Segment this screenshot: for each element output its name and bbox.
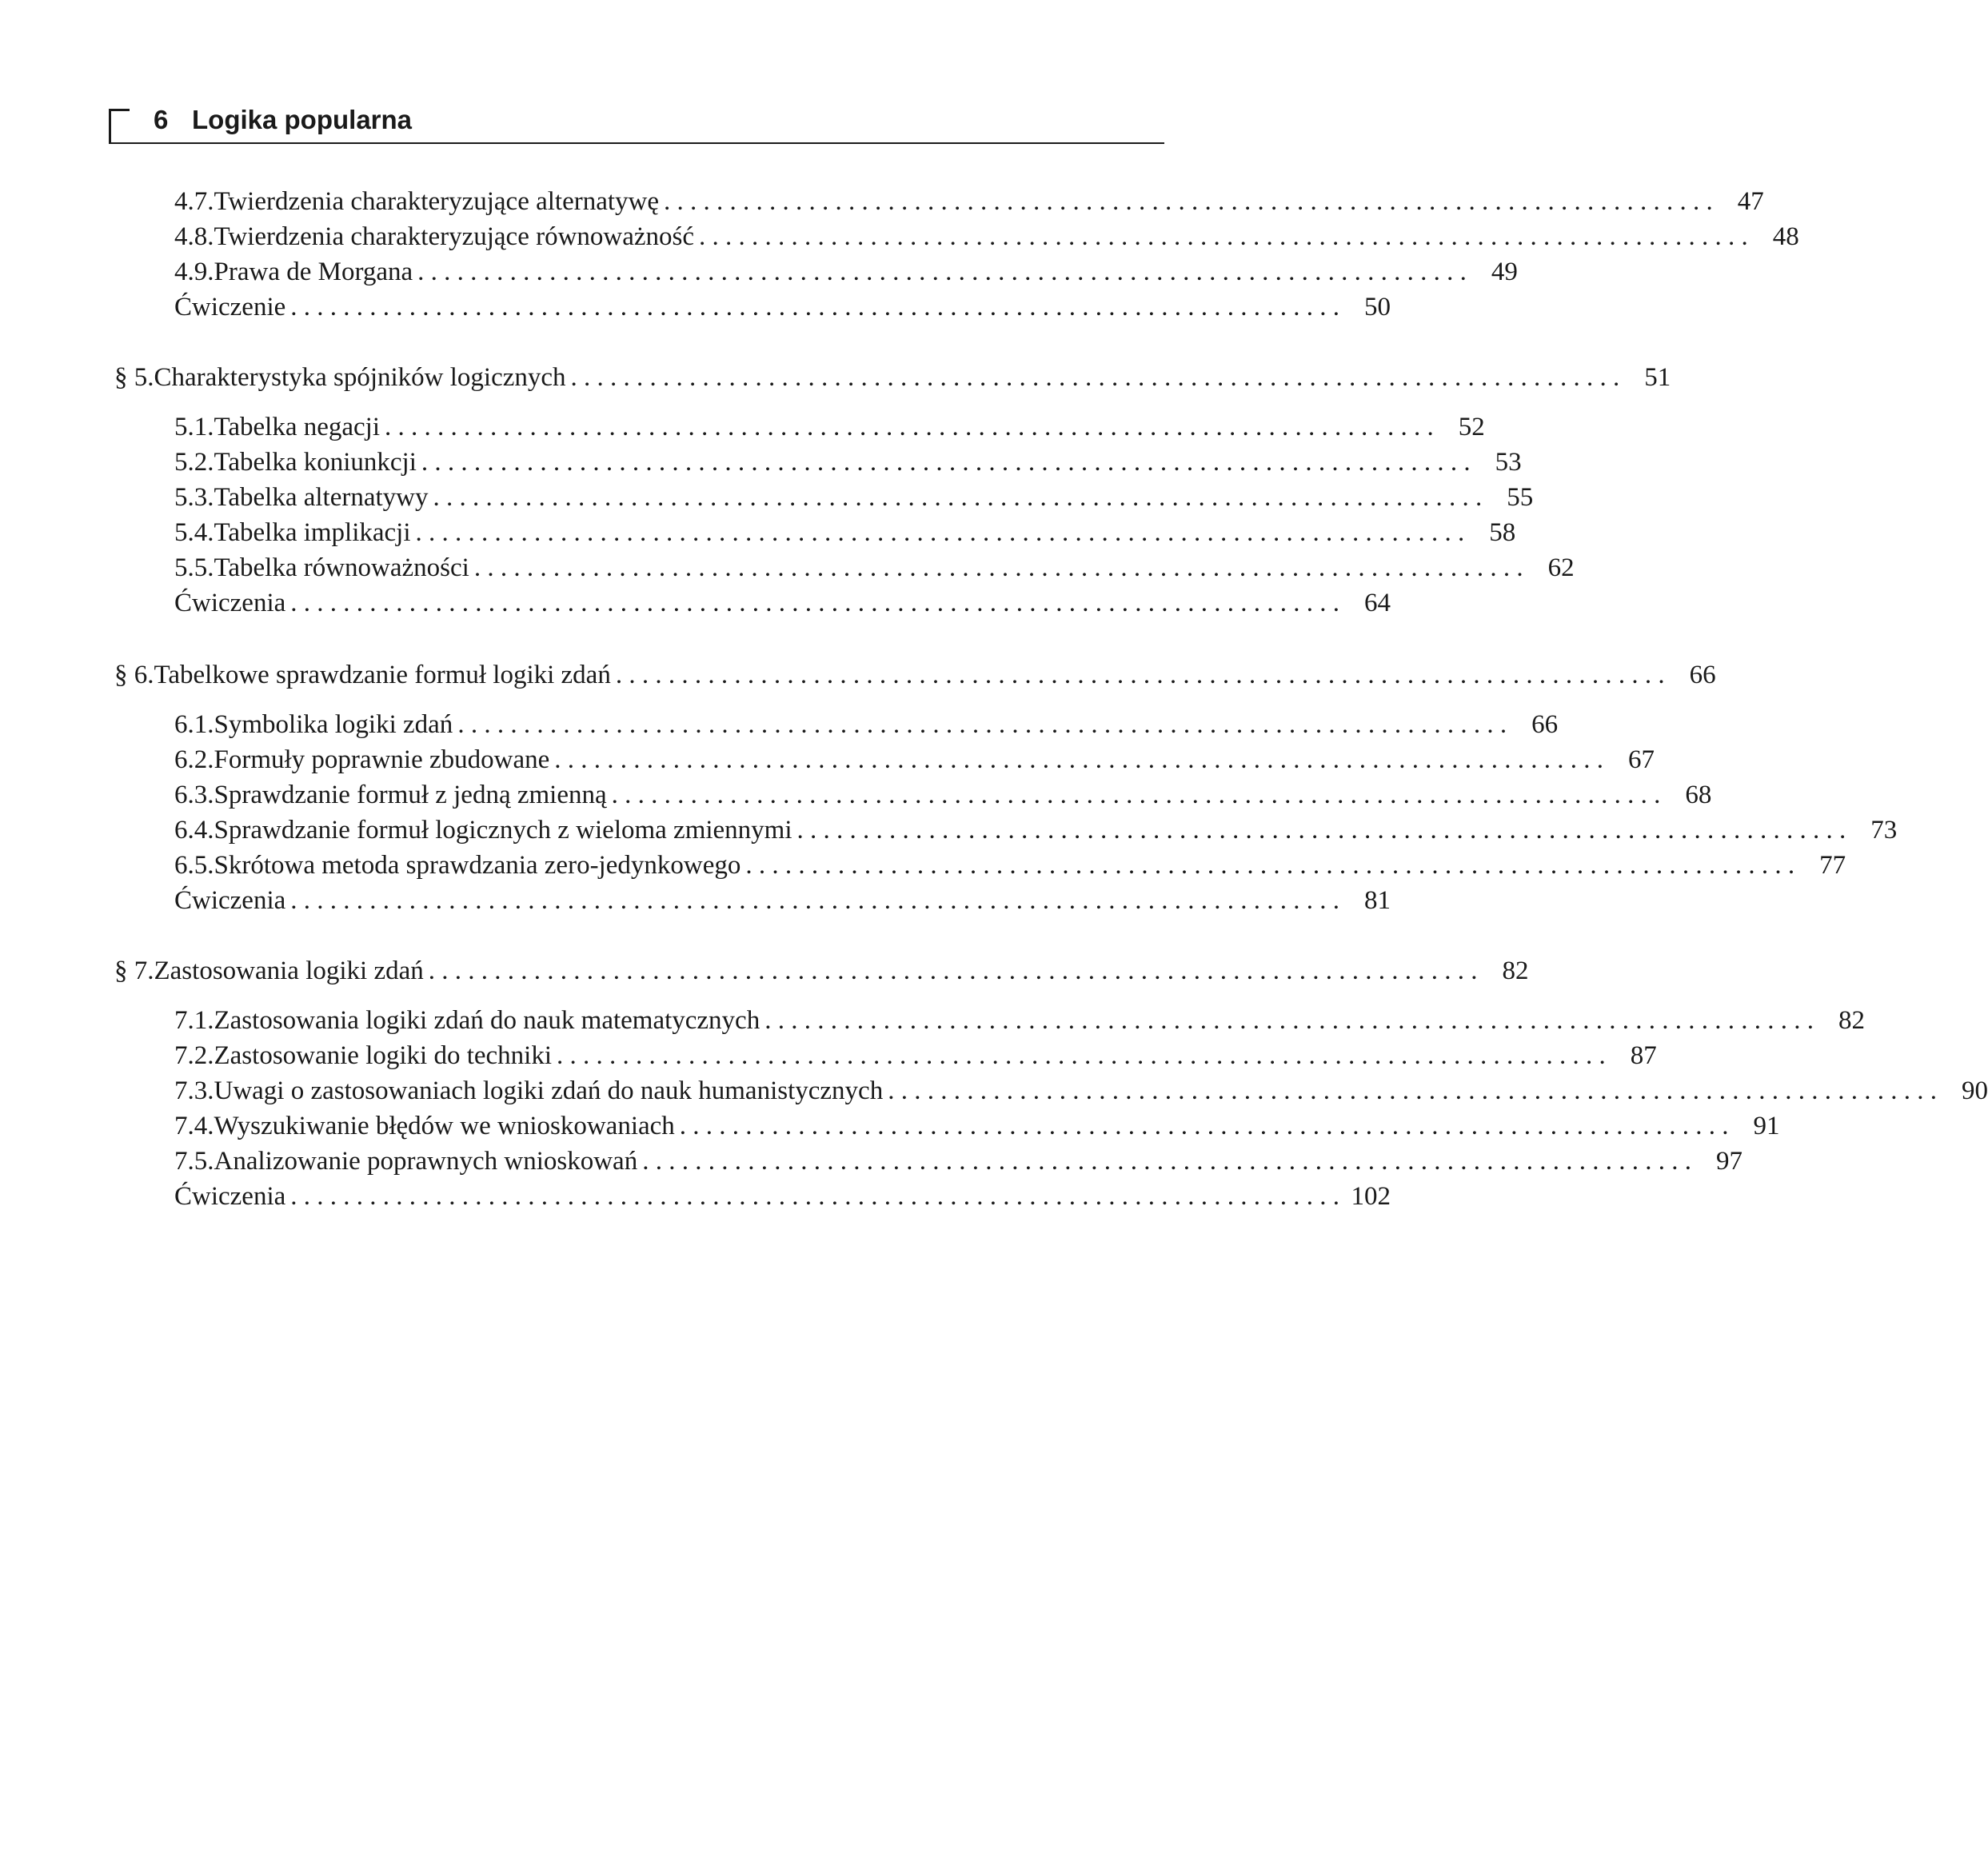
toc-entry-title: Tabelka równoważności [214, 553, 469, 582]
dot-leader: . . . . . . . . . . . . . . . . . . . . . . . . . . . . . . . . . . . . . . . . . . . . . . . . . . . . . . . . . . . . . . . . . . . . . . . . . . . . . . . . [290, 886, 1340, 915]
toc-entry-page: 49 [1491, 258, 1518, 286]
dot-leader: . . . . . . . . . . . . . . . . . . . . . . . . . . . . . . . . . . . . . . . . . . . . . . . . . . . . . . . . . . . . . . . . . . . . . . . . . . . . . . . . [433, 483, 1483, 512]
toc-entry-row [174, 515, 1516, 550]
header-corner-mark [109, 109, 111, 144]
toc-entry-title: Ćwiczenia [174, 589, 286, 617]
toc-entry-row [174, 254, 1518, 290]
dot-leader: . . . . . . . . . . . . . . . . . . . . . . . . . . . . . . . . . . . . . . . . . . . . . . . . . . . . . . . . . . . . . . . . . . . . . . . . . . . . . . . . [290, 1182, 1340, 1211]
toc-entry-page: 64 [1364, 589, 1391, 617]
toc-entry-title: Zastosowanie logiki do techniki [214, 1041, 553, 1070]
toc-entry-title: Wyszukiwanie błędów we wnioskowaniach [214, 1112, 675, 1140]
toc-entry-page: 81 [1364, 886, 1391, 915]
dot-leader: . . . . . . . . . . . . . . . . . . . . . . . . . . . . . . . . . . . . . . . . . . . . . . . . . . . . . . . . . . . . . . . . . . . . . . . . . . . . . . . . [290, 293, 1340, 321]
toc-entry-title: Formuły poprawnie zbudowane [214, 745, 550, 774]
dot-leader: . . . . . . . . . . . . . . . . . . . . . . . . . . . . . . . . . . . . . . . . . . . . . . . . . . . . . . . . . . . . . . . . . . . . . . . . . . . . . . . . [415, 518, 1465, 547]
toc-entry-row [174, 480, 1534, 515]
toc-entry-page: 87 [1630, 1041, 1657, 1070]
toc-entry-row [174, 777, 1712, 813]
toc-entry-number: 4.7. [174, 187, 214, 216]
toc-entry-row [174, 585, 1391, 621]
toc-entry-title: Tabelka implikacji [214, 518, 411, 547]
dot-leader: . . . . . . . . . . . . . . . . . . . . . . . . . . . . . . . . . . . . . . . . . . . . . . . . . . . . . . . . . . . . . . . . . . . . . . . . . . . . . . . . [615, 661, 1665, 689]
toc-entry-title: Sprawdzanie formuł z jedną zmienną [214, 781, 607, 809]
toc-entry-number: 4.8. [174, 222, 214, 251]
toc-entry-title: Charakterystyka spójników logicznych [154, 363, 566, 392]
toc-entry-number: § 5. [114, 363, 154, 392]
toc-entry-number: 6.5. [174, 851, 214, 880]
toc-entry-title: Tabelkowe sprawdzanie formuł logiki zdań [154, 661, 611, 689]
toc-entry-number: 6.3. [174, 781, 214, 809]
header-corner-mark-top [109, 109, 130, 111]
toc-entry-row [174, 290, 1391, 325]
toc-entry-row [174, 184, 1764, 219]
toc-entry-page: 68 [1685, 781, 1712, 809]
toc-entry-number: 5.4. [174, 518, 214, 547]
toc-entry-number: 6.4. [174, 816, 214, 845]
toc-entry-page: 50 [1364, 293, 1391, 321]
toc-entry-number: 7.3. [174, 1076, 214, 1105]
toc-entry-number: 5.2. [174, 448, 214, 477]
dot-leader: . . . . . . . . . . . . . . . . . . . . . . . . . . . . . . . . . . . . . . . . . . . . . . . . . . . . . . . . . . . . . . . . . . . . . . . . . . . . . . . . [745, 851, 1795, 880]
toc-entry-number: 4.9. [174, 258, 214, 286]
toc-entry-row [174, 848, 1846, 883]
toc-entry-title: Prawa de Morgana [214, 258, 413, 286]
dot-leader: . . . . . . . . . . . . . . . . . . . . . . . . . . . . . . . . . . . . . . . . . . . . . . . . . . . . . . . . . . . . . . . . . . . . . . . . . . . . . . . . [557, 1041, 1606, 1070]
toc-entry-title: Skrótowa metoda sprawdzania zero-jedynkowego [214, 851, 741, 880]
toc-entry-row [174, 1038, 1657, 1073]
dot-leader: . . . . . . . . . . . . . . . . . . . . . . . . . . . . . . . . . . . . . . . . . . . . . . . . . . . . . . . . . . . . . . . . . . . . . . . . . . . . . . . . [764, 1006, 1814, 1035]
toc-entry-number: 7.2. [174, 1041, 214, 1070]
toc-section-row [114, 360, 1671, 395]
toc-entry-row [174, 445, 1522, 480]
toc-entry-page: 102 [1351, 1182, 1391, 1211]
toc-entry-page: 47 [1737, 187, 1764, 216]
toc-entry-title: Zastosowania logiki zdań do nauk matematycznych [214, 1006, 760, 1035]
toc-entry-number: 5.1. [174, 413, 214, 441]
toc-entry-row [174, 1073, 1988, 1108]
toc-entry-page: 82 [1838, 1006, 1865, 1035]
toc-entry-row [174, 219, 1799, 254]
dot-leader: . . . . . . . . . . . . . . . . . . . . . . . . . . . . . . . . . . . . . . . . . . . . . . . . . . . . . . . . . . . . . . . . . . . . . . . . . . . . . . . . [421, 448, 1471, 477]
toc-entry-title: Uwagi o zastosowaniach logiki zdań do nauk humanistycznych [214, 1076, 884, 1105]
toc-entry-title: Zastosowania logiki zdań [154, 956, 424, 985]
toc-entry-page: 48 [1772, 222, 1799, 251]
toc-entry-title: Sprawdzanie formuł logicznych z wieloma zmiennymi [214, 816, 792, 845]
toc-entry-title: Tabelka alternatywy [214, 483, 429, 512]
dot-leader: . . . . . . . . . . . . . . . . . . . . . . . . . . . . . . . . . . . . . . . . . . . . . . . . . . . . . . . . . . . . . . . . . . . . . . . . . . . . . . . . [888, 1076, 1937, 1105]
dot-leader: . . . . . . . . . . . . . . . . . . . . . . . . . . . . . . . . . . . . . . . . . . . . . . . . . . . . . . . . . . . . . . . . . . . . . . . . . . . . . . . . [457, 710, 1507, 739]
toc-section-row [114, 953, 1529, 988]
page-number: 6 [154, 105, 169, 134]
dot-leader: . . . . . . . . . . . . . . . . . . . . . . . . . . . . . . . . . . . . . . . . . . . . . . . . . . . . . . . . . . . . . . . . . . . . . . . . . . . . . . . . [664, 187, 1713, 216]
toc-section-row [114, 657, 1716, 693]
dot-leader: . . . . . . . . . . . . . . . . . . . . . . . . . . . . . . . . . . . . . . . . . . . . . . . . . . . . . . . . . . . . . . . . . . . . . . . . . . . . . . . . [290, 589, 1340, 617]
toc-entry-page: 67 [1628, 745, 1655, 774]
toc-entry-row [174, 1179, 1391, 1214]
dot-leader: . . . . . . . . . . . . . . . . . . . . . . . . . . . . . . . . . . . . . . . . . . . . . . . . . . . . . . . . . . . . . . . . . . . . . . . . . . . . . . . . [642, 1147, 1691, 1176]
toc-entry-page: 91 [1753, 1112, 1780, 1140]
dot-leader: . . . . . . . . . . . . . . . . . . . . . . . . . . . . . . . . . . . . . . . . . . . . . . . . . . . . . . . . . . . . . . . . . . . . . . . . . . . . . . . . [473, 553, 1523, 582]
book-title: Logika popularna [192, 105, 413, 134]
toc-entry-title: Symbolika logiki zdań [214, 710, 453, 739]
toc-entry-page: 53 [1495, 448, 1522, 477]
toc-entry-page: 73 [1870, 816, 1898, 845]
toc-entry-row [174, 813, 1898, 848]
dot-leader: . . . . . . . . . . . . . . . . . . . . . . . . . . . . . . . . . . . . . . . . . . . . . . . . . . . . . . . . . . . . . . . . . . . . . . . . . . . . . . . . [699, 222, 1748, 251]
toc-entry-page: 82 [1502, 956, 1529, 985]
toc-entry-title: Analizowanie poprawnych wnioskowań [214, 1147, 638, 1176]
toc-entry-row [174, 707, 1559, 742]
dot-leader: . . . . . . . . . . . . . . . . . . . . . . . . . . . . . . . . . . . . . . . . . . . . . . . . . . . . . . . . . . . . . . . . . . . . . . . . . . . . . . . . [796, 816, 1846, 845]
toc-entry-row [174, 1108, 1780, 1144]
toc-entry-row [174, 742, 1655, 777]
toc-entry-row [174, 550, 1575, 585]
toc-entry-number: 7.5. [174, 1147, 214, 1176]
toc-entry-number: 7.1. [174, 1006, 214, 1035]
dot-leader: . . . . . . . . . . . . . . . . . . . . . . . . . . . . . . . . . . . . . . . . . . . . . . . . . . . . . . . . . . . . . . . . . . . . . . . . . . . . . . . . [385, 413, 1434, 441]
toc-entry-page: 77 [1819, 851, 1846, 880]
toc-entry-number: § 7. [114, 956, 154, 985]
toc-entry-page: 51 [1644, 363, 1671, 392]
toc-entry-number: 6.2. [174, 745, 214, 774]
toc-entry-page: 90 [1961, 1076, 1988, 1105]
toc-entry-title: Tabelka koniunkcji [214, 448, 417, 477]
toc-entry-title: Twierdzenia charakteryzujące alternatywę [214, 187, 660, 216]
toc-entry-page: 66 [1689, 661, 1716, 689]
toc-entry-number: 6.1. [174, 710, 214, 739]
toc-entry-row [174, 1144, 1742, 1179]
toc-entry-row [174, 409, 1485, 445]
toc-entry-number: § 6. [114, 661, 154, 689]
toc-entry-title: Twierdzenia charakteryzujące równoważność [214, 222, 695, 251]
toc-entry-number: 5.5. [174, 553, 214, 582]
dot-leader: . . . . . . . . . . . . . . . . . . . . . . . . . . . . . . . . . . . . . . . . . . . . . . . . . . . . . . . . . . . . . . . . . . . . . . . . . . . . . . . . [570, 363, 1620, 392]
toc-entry-page: 58 [1489, 518, 1516, 547]
toc-entry-row [174, 1003, 1865, 1038]
toc-entry-page: 52 [1458, 413, 1485, 441]
toc-entry-title: Ćwiczenie [174, 293, 286, 321]
dot-leader: . . . . . . . . . . . . . . . . . . . . . . . . . . . . . . . . . . . . . . . . . . . . . . . . . . . . . . . . . . . . . . . . . . . . . . . . . . . . . . . . [611, 781, 1661, 809]
running-header [109, 102, 1164, 142]
toc-entry-page: 97 [1715, 1147, 1742, 1176]
toc-entry-title: Ćwiczenia [174, 886, 286, 915]
toc-entry-row [174, 883, 1391, 918]
toc-entry-page: 62 [1547, 553, 1575, 582]
toc-entry-title: Ćwiczenia [174, 1182, 286, 1211]
toc-entry-title: Tabelka negacji [214, 413, 380, 441]
dot-leader: . . . . . . . . . . . . . . . . . . . . . . . . . . . . . . . . . . . . . . . . . . . . . . . . . . . . . . . . . . . . . . . . . . . . . . . . . . . . . . . . [428, 956, 1478, 985]
dot-leader: . . . . . . . . . . . . . . . . . . . . . . . . . . . . . . . . . . . . . . . . . . . . . . . . . . . . . . . . . . . . . . . . . . . . . . . . . . . . . . . . [679, 1112, 1729, 1140]
toc-entry-number: 7.4. [174, 1112, 214, 1140]
toc-entry-page: 55 [1507, 483, 1534, 512]
toc-entry-number: 5.3. [174, 483, 214, 512]
header-rule [109, 142, 1164, 144]
dot-leader: . . . . . . . . . . . . . . . . . . . . . . . . . . . . . . . . . . . . . . . . . . . . . . . . . . . . . . . . . . . . . . . . . . . . . . . . . . . . . . . . [554, 745, 1603, 774]
dot-leader: . . . . . . . . . . . . . . . . . . . . . . . . . . . . . . . . . . . . . . . . . . . . . . . . . . . . . . . . . . . . . . . . . . . . . . . . . . . . . . . . [417, 258, 1467, 286]
toc-entry-page: 66 [1531, 710, 1559, 739]
